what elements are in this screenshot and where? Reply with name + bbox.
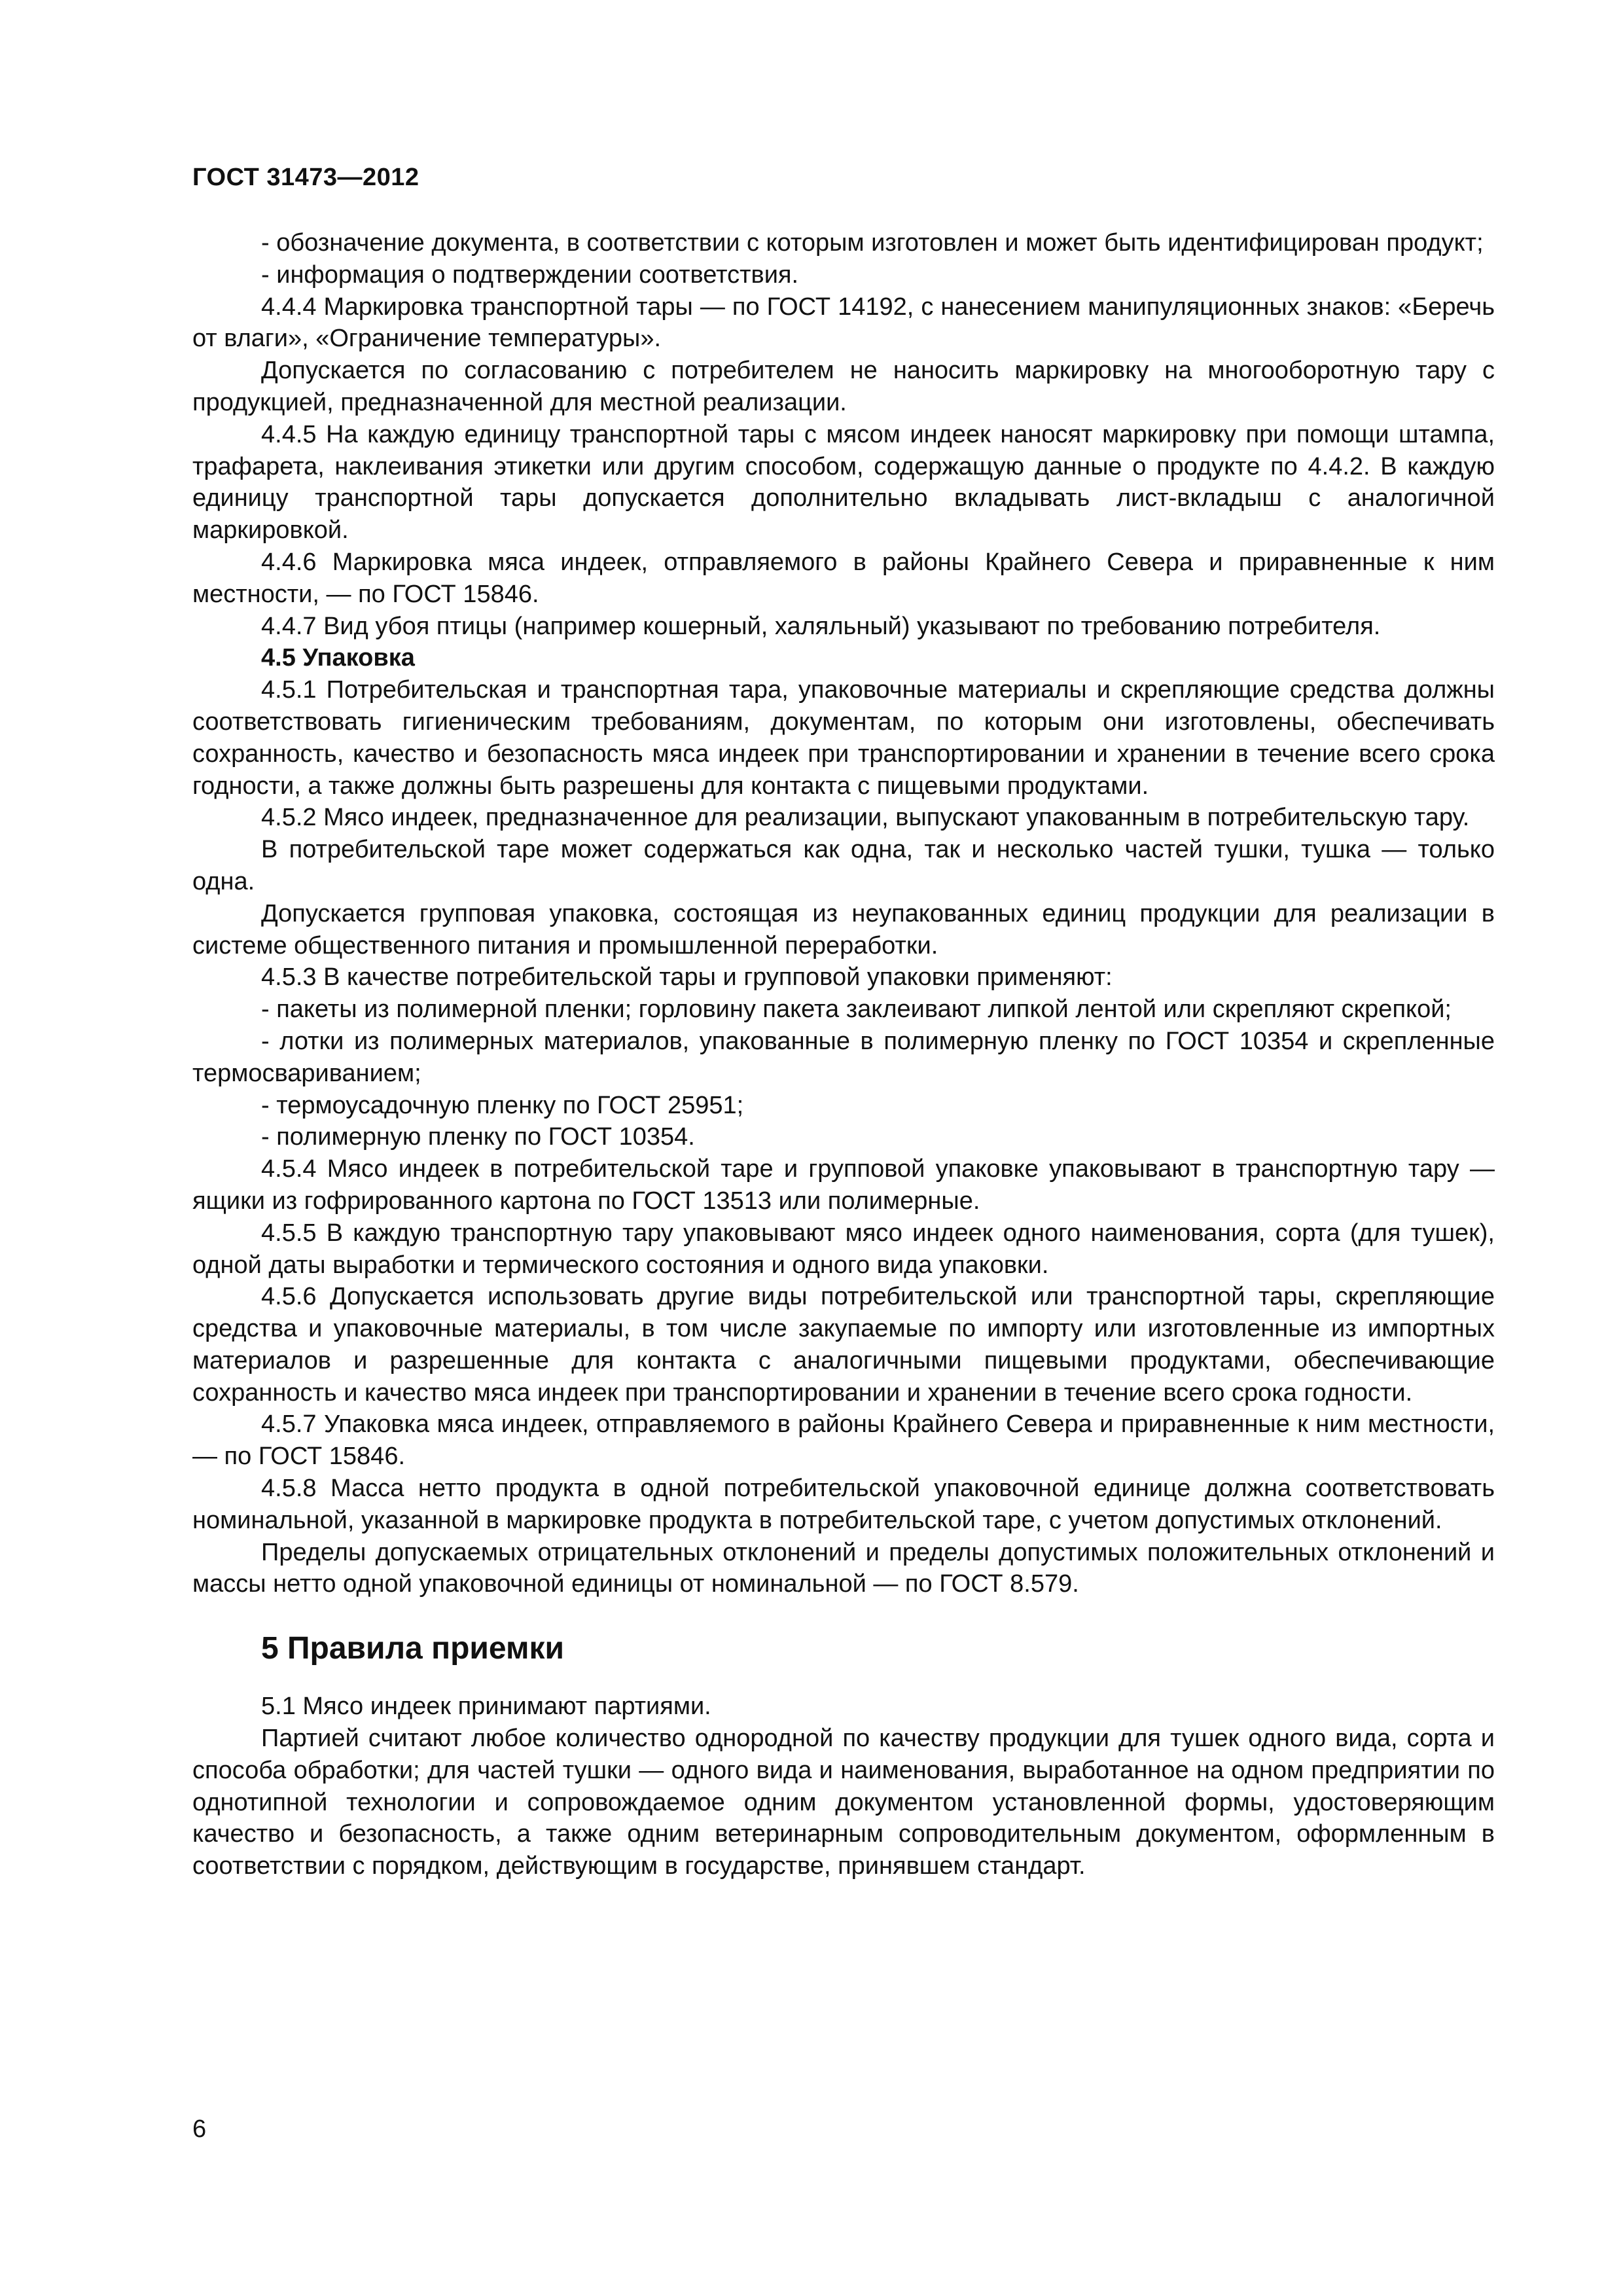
paragraph: Допускается по согласованию с потребителем не наносить маркировку на многооборотную тару с продукцией, предназначенной для местной реализации. [192, 357, 1495, 416]
page-number: 6 [192, 2115, 207, 2143]
list-item: - термоусадочную пленку по ГОСТ 25951; [261, 1091, 744, 1119]
paragraph: 4.5.2 Мясо индеек, предназначенное для реализации, выпускают упакованным в потребительскую тару. [261, 804, 1470, 832]
paragraph: В потребительской таре может содержаться как одна, так и несколько частей тушки, тушка — только одна. [192, 836, 1495, 895]
paragraph: Партией считают любое количество однородной по качеству продукции для тушек одного вида, сорта и способа обработки; для частей тушки — одного вида и наименования, выработанное на одном предприятии по однотипной технологии и сопровождаемое одним документом установленной формы, удостоверяющим качество и безопасность, а также одним ветеринарным сопроводительным документом, оформленным в соответствии с порядком, действующим в государстве, принявшем стандарт. [192, 1725, 1495, 1880]
section-heading: 5 Правила приемки [261, 1631, 565, 1666]
paragraph: 4.5.6 Допускается использовать другие виды потребительской или транспортной тары, скрепляющие средства и упаковочные материалы, в том числе закупаемые по импорту или изготовленные из импортных материалов и разрешенные для контакта с аналогичными пищевыми продуктами, обеспечивающие сохранность и качество мяса индеек при транспортировании и хранении в течение всего срока годности. [192, 1283, 1495, 1407]
paragraph: 4.4.7 Вид убоя птицы (например кошерный, халяльный) указывают по требованию потребителя. [261, 612, 1381, 640]
paragraph: 4.4.6 Маркировка мяса индеек, отправляемого в районы Крайнего Севера и приравненные к ним местности, — по ГОСТ 15846. [192, 548, 1495, 608]
paragraph: Допускается групповая упаковка, состоящая из неупакованных единиц продукции для реализации в системе общественного питания и промышленной переработки. [192, 899, 1495, 960]
document-body [192, 227, 1495, 1882]
paragraph: - информация о подтверждении соответствия. [261, 260, 799, 289]
list-item: - полимерную пленку по ГОСТ 10354. [261, 1123, 695, 1151]
list-item: - лотки из полимерных материалов, упакованные в полимерную пленку по ГОСТ 10354 и скрепленные термосвариванием; [192, 1027, 1495, 1087]
paragraph: - обозначение документа, в соответствии с которым изготовлен и может быть идентифицирован продукт; [261, 229, 1484, 257]
document-header: ГОСТ 31473—2012 [192, 164, 419, 191]
paragraph: Пределы допускаемых отрицательных отклонений и пределы допустимых положительных отклонений и массы нетто одной упаковочной единицы от номинальной — по ГОСТ 8.579. [192, 1538, 1495, 1598]
paragraph: 4.5.7 Упаковка мяса индеек, отправляемого в районы Крайнего Севера и приравненные к ним местности, — по ГОСТ 15846. [192, 1410, 1495, 1471]
paragraph: 4.5.4 Мясо индеек в потребительской таре и групповой упаковке упаковывают в транспортную тару — ящики из гофрированного картона по ГОСТ 13513 или полимерные. [192, 1155, 1495, 1215]
paragraph: 4.5.3 В качестве потребительской тары и групповой упаковки применяют: [261, 963, 1113, 992]
paragraph: 4.5.1 Потребительская и транспортная тара, упаковочные материалы и скрепляющие средства должны соответствовать гигиеническим требованиям, документам, по которым они изготовлены, обеспечивать сохранность, качество и безопасность мяса индеек при транспортировании и хранении в течение всего срока годности, а также должны быть разрешены для контакта с пищевыми продуктами. [192, 676, 1495, 800]
list-item: - пакеты из полимерной пленки; горловину пакета заклеивают липкой лентой или скрепляют скрепкой; [261, 996, 1452, 1024]
section-subheading: 4.5 Упаковка [261, 644, 415, 672]
paragraph: 4.5.8 Масса нетто продукта в одной потребительской упаковочной единице должна соответствовать номинальной, указанной в маркировке продукта в потребительской таре, с учетом допустимых отклонений. [192, 1475, 1495, 1534]
paragraph: 5.1 Мясо индеек принимают партиями. [261, 1693, 711, 1721]
paragraph: 4.5.5 В каждую транспортную тару упаковывают мясо индеек одного наименования, сорта (для тушек), одной даты выработки и термического состояния и одного вида упаковки. [192, 1219, 1495, 1279]
paragraph: 4.4.5 На каждую единицу транспортной тары с мясом индеек наносят маркировку при помощи штампа, трафарета, наклеивания этикетки или другим способом, содержащую данные о продукте по 4.4.2. В каждую единицу транспортной тары допускается дополнительно вкладывать лист-вкладыш с аналогичной маркировкой. [192, 420, 1495, 545]
paragraph: 4.4.4 Маркировка транспортной тары — по ГОСТ 14192, с нанесением манипуляционных знаков: «Беречь от влаги», «Ограничение температуры». [192, 293, 1495, 353]
